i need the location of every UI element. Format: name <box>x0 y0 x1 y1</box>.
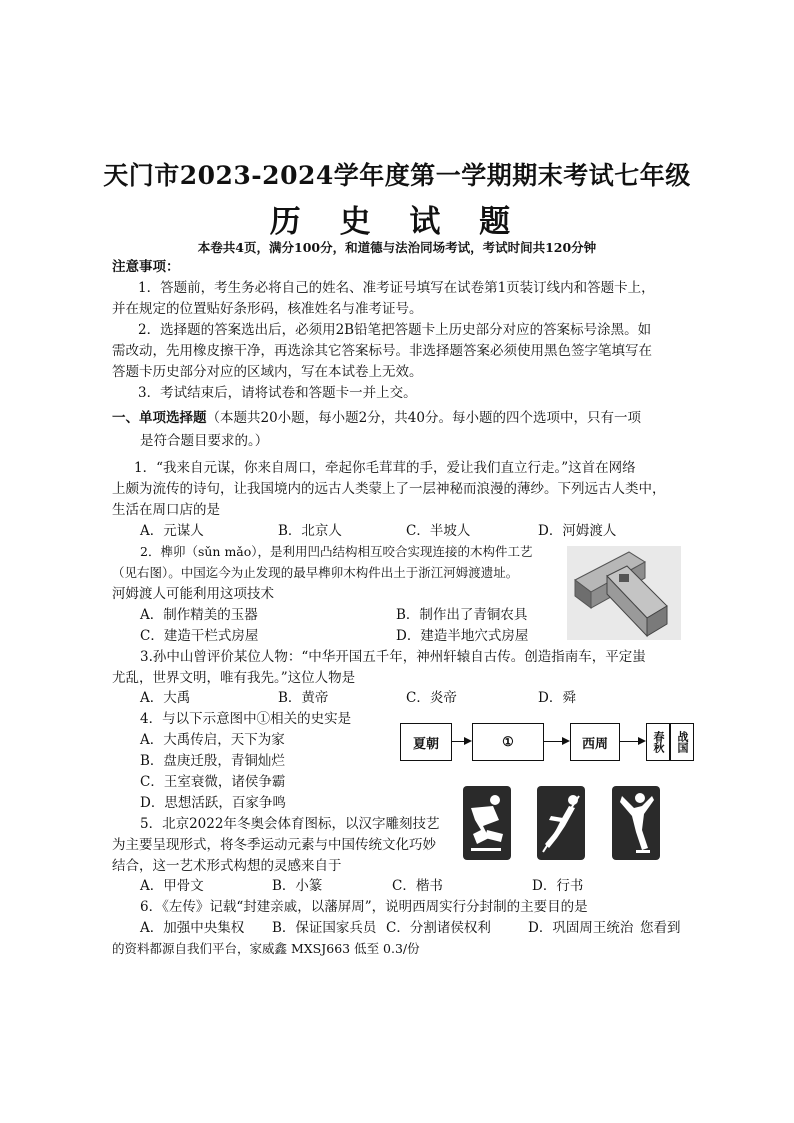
q3-option-a: A．大禹 <box>140 690 191 706</box>
notes-heading: 注意事项： <box>112 259 180 275</box>
q6-line: 6．《左传》记载“封建亲戚，以藩屏周”，说明西周实行分封制的主要目的是 <box>140 899 588 915</box>
exam-subtitle: 历 史 试 题 <box>269 204 525 240</box>
section-desc-2: 是符合题目要求的。） <box>140 433 269 449</box>
q2-line: （见右图）。中国迄今为止发现的最早榫卯木构件出土于浙江河姆渡遗址。 <box>112 565 519 580</box>
q5-line: 5．北京2022年冬奥会体育图标，以汉字雕刻技艺 <box>140 816 440 832</box>
q5-line: 结合，这一艺术形式构想的灵感来自于 <box>112 858 342 874</box>
q1-option-a: A．元谋人 <box>140 523 204 539</box>
section-desc: （本题共20小题，每小题2分，共40分。每小题的四个选项中，只有一项 <box>206 410 641 426</box>
section-heading <box>112 408 641 428</box>
q5-option-d: D．行书 <box>532 878 584 894</box>
note-line: 需改动，先用橡皮擦干净，再选涂其它答案标号。非选择题答案必须使用黑色签字笔填写在 <box>112 343 652 359</box>
q1-line: 上颇为流传的诗句，让我国境内的远古人类蒙上了一层神秘而浪漫的薄纱。下列远古人类中， <box>112 481 666 497</box>
flow-box-xia: 夏朝 <box>400 723 452 761</box>
ski-jump-icon <box>537 786 585 860</box>
q3-option-d: D．舜 <box>538 690 576 706</box>
q4-option-d: D．思想活跃，百家争鸣 <box>140 795 286 811</box>
q4-option-c: C．王室衰微，诸侯争霸 <box>140 774 286 790</box>
mortise-tenon-icon <box>567 546 681 640</box>
q3-line: 3.孙中山曾评价某位人物：“中华开国五千年，神州轩辕自古传。创造指南车，平定蚩 <box>140 649 646 665</box>
q4-option-b: B．盘庚迁殷，青铜灿烂 <box>140 753 285 769</box>
flow-box-spring-autumn: 春秋 <box>646 723 670 761</box>
q1-line: 生活在周口店的是 <box>112 502 220 518</box>
q2-option-a: A．制作精美的玉器 <box>140 607 258 623</box>
q6-option-d: D．巩固周王统治 <box>528 920 634 936</box>
q6-option-a: A．加强中央集权 <box>140 920 245 936</box>
q2-line: 河姆渡人可能利用这项技术 <box>112 586 274 602</box>
q1-option-b: B．北京人 <box>278 523 342 539</box>
section-title: 一、单项选择题 <box>112 410 207 426</box>
flow-arrow <box>544 741 568 742</box>
q6-option-c: C．分割诸侯权利 <box>386 920 491 936</box>
q2-line: 2．榫卯（sǔn mǎo），是利用凹凸结构相互咬合实现连接的木构件工艺 <box>140 544 533 559</box>
mortise-tenon-photo <box>567 546 681 640</box>
q5-option-c: C．楷书 <box>392 878 443 894</box>
q1-line: 1．“我来自元谋，你来自周口，牵起你毛茸茸的手，爱让我们直立行走。”这首在网络 <box>134 460 636 476</box>
q5-option-a: A．甲骨文 <box>140 878 204 894</box>
note-line: 并在规定的位置贴好条形码，核准姓名与准考证号。 <box>112 301 423 317</box>
exam-intro: 本卷共4页，满分100分，和道德与法治同场考试，考试时间共120分钟 <box>197 240 597 255</box>
exam-title: 天门市2023-2024学年度第一学期期末考试七年级 <box>103 161 691 190</box>
watermark-line: 的资料都源自我们平台，家威鑫 MXSJ663 低至 0.3/份 <box>112 941 420 956</box>
q5-option-b: B．小篆 <box>272 878 323 894</box>
flow-box-blank: ① <box>472 723 544 761</box>
watermark-tail: 您看到 <box>640 920 681 936</box>
q4-option-a: A．大禹传启，天下为家 <box>140 732 285 748</box>
q5-line: 为主要呈现形式，将冬季运动元素与中国传统文化巧妙 <box>112 837 436 853</box>
dynasty-flow-diagram <box>398 720 689 766</box>
q2-option-d: D．建造半地穴式房屋 <box>396 628 529 644</box>
q3-option-b: B．黄帝 <box>278 690 329 706</box>
q4-line: 4．与以下示意图中①相关的史实是 <box>140 711 352 727</box>
note-line: 1．答题前，考生务必将自己的姓名、准考证号填写在试卷第1页装订线内和答题卡上， <box>138 280 655 296</box>
flow-box-western-zhou: 西周 <box>570 723 620 761</box>
q1-option-d: D．河姆渡人 <box>538 523 617 539</box>
q6-option-b: B．保证国家兵员 <box>272 920 377 936</box>
q3-option-c: C．炎帝 <box>406 690 457 706</box>
q2-option-b: B．制作出了青铜农具 <box>396 607 528 623</box>
flow-arrow <box>452 741 470 742</box>
note-line: 2．选择题的答案选出后，必须用2B铅笔把答题卡上历史部分对应的答案标号涂黑。如 <box>138 322 652 338</box>
q1-option-c: C．半坡人 <box>406 523 471 539</box>
flow-box-warring-states: 战国 <box>670 723 694 761</box>
speed-skating-icon <box>463 786 511 860</box>
note-line: 3．考试结束后，请将试卷和答题卡一并上交。 <box>138 385 417 401</box>
flow-arrow <box>620 741 644 742</box>
note-line: 答题卡历史部分对应的区域内，写在本试卷上无效。 <box>112 364 423 380</box>
figure-skating-icon <box>612 786 660 860</box>
q2-option-c: C．建造干栏式房屋 <box>140 628 259 644</box>
q3-line: 尤乱，世界文明，唯有我先。”这位人物是 <box>112 670 356 686</box>
